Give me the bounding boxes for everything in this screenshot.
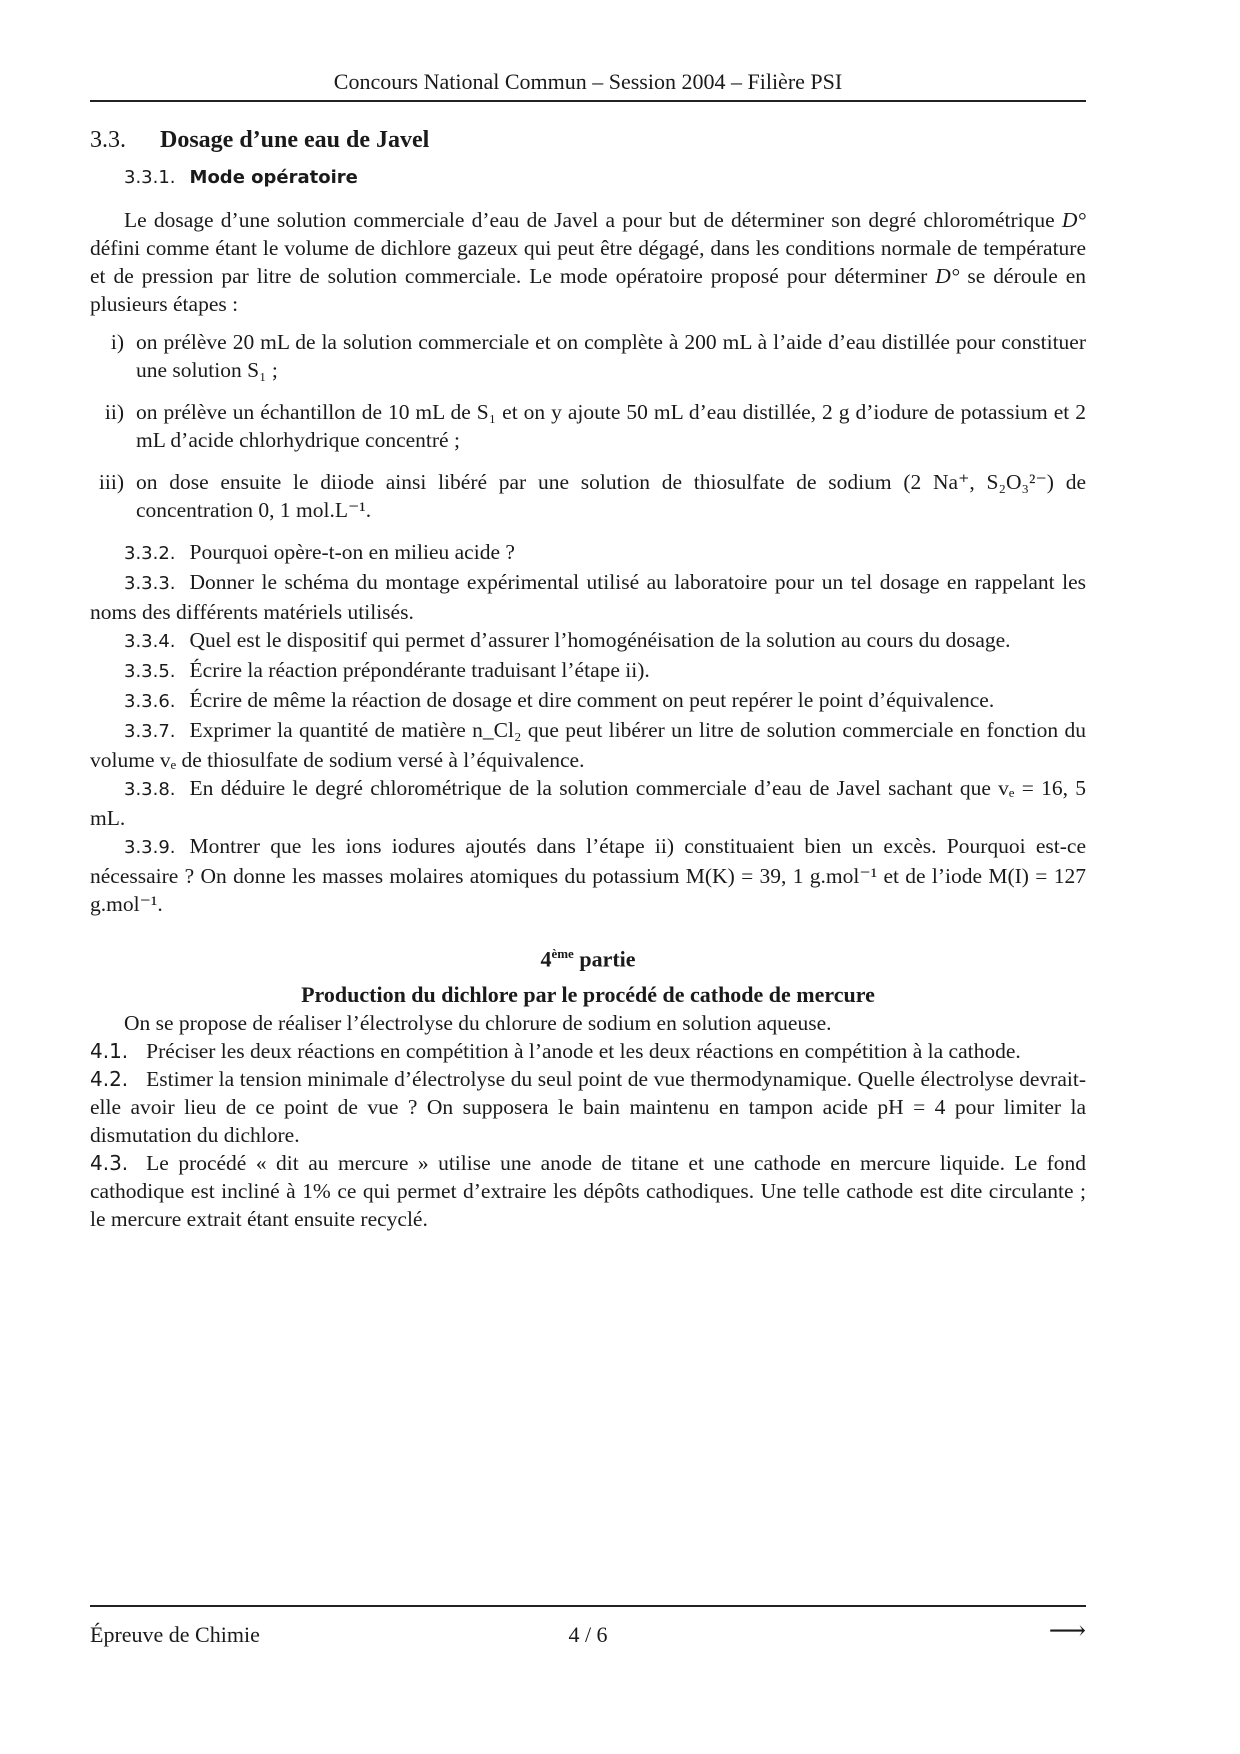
question-number: 3.3.7. xyxy=(124,721,176,742)
section-number: 3.3. xyxy=(90,127,126,153)
step-text: on prélève 20 mL de la solution commerciale et on complète à 200 mL à l’aide d’eau distillée pour constituer une solution S₁ ; xyxy=(136,330,1086,382)
question-text: Préciser les deux réactions en compétition à l’anode et les deux réactions en compétition à la cathode. xyxy=(146,1039,1021,1064)
question xyxy=(90,568,1086,626)
question-text: Donner le schéma du montage expérimental utilisé au laboratoire pour un tel dosage en rappelant les noms des différents matériels utilisés. xyxy=(90,570,1086,624)
question xyxy=(90,626,1086,656)
part-heading xyxy=(90,940,1086,973)
question xyxy=(90,1065,1086,1149)
question xyxy=(90,656,1086,686)
part-title: Production du dichlore par le procédé de cathode de mercure xyxy=(301,982,875,1008)
question-text: Exprimer la quantité de matière n_Cl₂ que peut libérer un litre de solution commerciale en fonction du volume vₑ de thiosulfate de sodium versé à l’équivalence. xyxy=(90,718,1086,772)
section-title: Dosage d’une eau de Javel xyxy=(160,127,430,153)
question xyxy=(90,716,1086,774)
step-marker: ii) xyxy=(104,400,124,424)
step-text: on prélève un échantillon de 10 mL de S₁ et on y ajoute 50 mL d’eau distillée, 2 g d’iodure de potassium et 2 mL d’acide chlorhydrique concentré ; xyxy=(136,400,1086,452)
question-number: 3.3.5. xyxy=(124,661,176,682)
question-number: 3.3.4. xyxy=(124,631,176,652)
running-header: Concours National Commun – Session 2004 – Filière PSI xyxy=(333,69,843,94)
question-number: 3.3.2. xyxy=(124,543,176,564)
question xyxy=(90,832,1086,918)
step-text: on dose ensuite le diiode ainsi libéré par une solution de thiosulfate de sodium (2 Na⁺, S₂O₃²⁻) de concentration 0, 1 mol.L⁻¹. xyxy=(136,470,1086,522)
question-number: 4.2. xyxy=(90,1067,129,1092)
question xyxy=(90,686,1086,716)
part-number: 4 xyxy=(540,946,552,972)
intro-paragraph: Le dosage d’une solution commerciale d’eau de Javel a pour but de déterminer son degré chlorométrique D° défini comme étant le volume de dichlore gazeux qui peut être dégagé, dans les conditions normale de température et de pression par litre de solution commerciale. Le mode opératoire proposé pour déterminer D° se déroule en plusieurs étapes : xyxy=(90,208,1087,316)
list-item xyxy=(90,468,1086,524)
question xyxy=(90,774,1086,832)
degree-symbol: D° xyxy=(1061,208,1086,232)
degree-symbol: D° xyxy=(935,264,960,288)
page-content xyxy=(90,126,1086,1233)
question-text: Estimer la tension minimale d’électrolyse du seul point de vue thermodynamique. Quelle électrolyse devrait-elle avoir lieu de ce point de vue ? On supposera le bain maintenu en tampon acide pH = 4 pour limiter la dismutation du dichlore. xyxy=(90,1067,1086,1148)
part-intro: On se propose de réaliser l’électrolyse du chlorure de sodium en solution aqueuse. xyxy=(124,1011,832,1036)
question xyxy=(90,1037,1086,1065)
part-word: partie xyxy=(579,946,636,972)
question-number: 3.3.6. xyxy=(124,691,176,712)
procedure-steps xyxy=(90,328,1086,524)
list-item xyxy=(90,398,1086,454)
question-number: 4.1. xyxy=(90,1039,129,1064)
question-text: Le procédé « dit au mercure » utilise une anode de titane et une cathode en mercure liquide. Le fond cathodique est incliné à 1% ce qui permet d’extraire les dépôts cathodiques. Une telle cathode est dite circulante ; le mercure extrait étant ensuite recyclé. xyxy=(90,1151,1086,1232)
question-text: Écrire la réaction prépondérante traduisant l’étape ii). xyxy=(189,658,650,682)
question-number: 4.3. xyxy=(90,1151,129,1176)
part-suffix: ème xyxy=(551,946,574,961)
question xyxy=(90,1149,1086,1233)
step-marker: i) xyxy=(110,330,124,354)
question-number: 3.3.9. xyxy=(124,837,176,858)
subsection-number: 3.3.1. xyxy=(124,167,176,188)
footer-rule xyxy=(90,1605,1086,1607)
question-number: 3.3.8. xyxy=(124,779,176,800)
question-text: Écrire de même la réaction de dosage et dire comment on peut repérer le point d’équivalence. xyxy=(189,688,995,712)
question xyxy=(90,538,1086,568)
question-text: Pourquoi opère-t-on en milieu acide ? xyxy=(189,540,515,564)
step-marker: iii) xyxy=(98,470,124,494)
subsection-title: Mode opératoire xyxy=(189,167,358,188)
exam-page xyxy=(90,0,1086,1754)
subsection-heading xyxy=(90,164,1086,192)
footer-subject: Épreuve de Chimie xyxy=(90,1622,260,1647)
next-page-arrow-icon: ⟶ xyxy=(1048,1616,1086,1645)
header-rule xyxy=(90,100,1086,102)
list-item xyxy=(90,328,1086,384)
question-text: Montrer que les ions iodures ajoutés dans l’étape ii) constituaient bien un excès. Pourquoi est-ce nécessaire ? On donne les masses molaires atomiques du potassium M(K) = 39, 1 g.mol⁻¹ et de l’iode M(I) = 127 g.mol⁻¹. xyxy=(90,834,1086,916)
question-text: En déduire le degré chlorométrique de la solution commerciale d’eau de Javel sachant que vₑ = 16, 5 mL. xyxy=(90,776,1086,830)
page-number: 4 / 6 xyxy=(568,1622,608,1647)
question-text: Quel est le dispositif qui permet d’assurer l’homogénéisation de la solution au cours du dosage. xyxy=(189,628,1011,652)
section-heading xyxy=(90,126,1086,154)
question-number: 3.3.3. xyxy=(124,573,176,594)
